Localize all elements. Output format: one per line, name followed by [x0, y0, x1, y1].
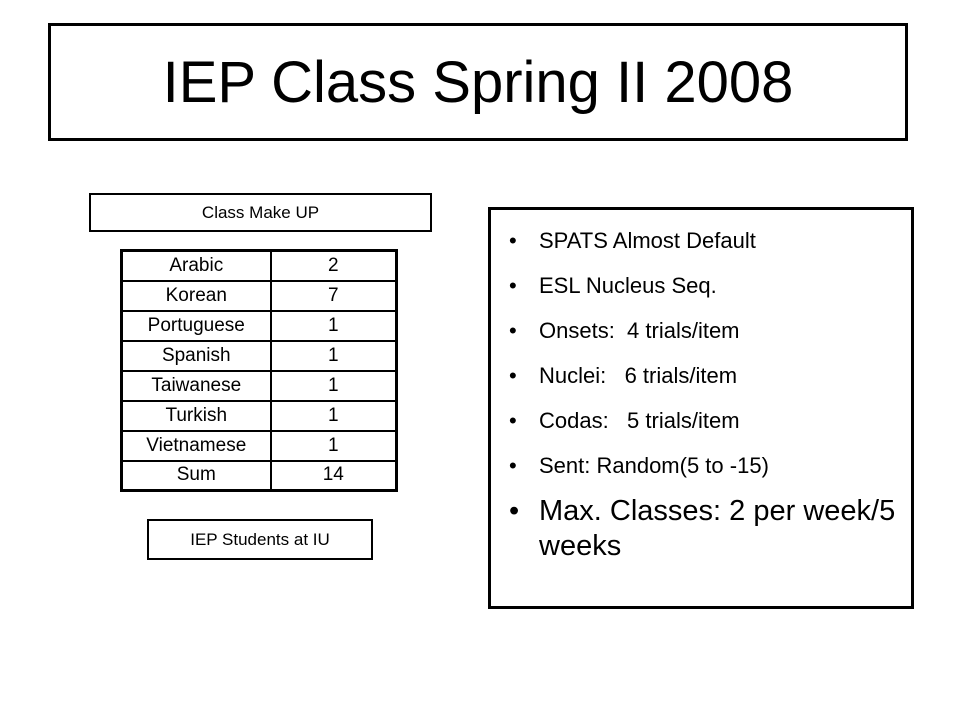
language-cell: Turkish	[122, 401, 271, 431]
sum-row	[122, 461, 397, 491]
list-item	[491, 318, 911, 344]
table-row	[122, 251, 397, 281]
list-item	[491, 494, 911, 564]
table-footer-caption: IEP Students at IU	[147, 519, 373, 560]
class-makeup-caption: Class Make UP	[89, 193, 432, 232]
slide-title: IEP Class Spring II 2008	[162, 49, 794, 115]
table-row	[122, 401, 397, 431]
count-cell: 2	[271, 251, 397, 281]
count-cell: 1	[271, 401, 397, 431]
count-cell: 1	[271, 341, 397, 371]
table-row	[122, 431, 397, 461]
bullet-icon: •	[509, 453, 517, 478]
bullet-icon: •	[509, 495, 520, 527]
language-cell: Korean	[122, 281, 271, 311]
list-item-text: SPATS Almost Default	[539, 228, 756, 253]
bullet-icon: •	[509, 408, 517, 433]
language-cell: Arabic	[122, 251, 271, 281]
count-cell: 1	[271, 311, 397, 341]
language-cell: Spanish	[122, 341, 271, 371]
sum-count-cell: 14	[271, 461, 397, 491]
count-cell: 1	[271, 371, 397, 401]
list-item	[491, 273, 911, 299]
class-makeup-table	[120, 249, 398, 492]
list-item-text: ESL Nucleus Seq.	[539, 273, 717, 298]
language-cell: Taiwanese	[122, 371, 271, 401]
count-cell: 1	[271, 431, 397, 461]
list-item-text: Nuclei: 6 trials/item	[539, 363, 738, 388]
bullet-list-box	[488, 207, 914, 609]
table-row	[122, 281, 397, 311]
sum-label-cell: Sum	[122, 461, 271, 491]
table-row	[122, 311, 397, 341]
list-item	[491, 453, 911, 479]
list-item-text: Codas: 5 trials/item	[539, 408, 740, 433]
language-cell: Vietnamese	[122, 431, 271, 461]
list-item-text: Sent: Random(5 to -15)	[539, 453, 769, 478]
table-row	[122, 341, 397, 371]
bullet-icon: •	[509, 228, 517, 253]
bullet-icon: •	[509, 363, 517, 388]
title-box	[48, 23, 908, 141]
list-item-text: Max. Classes: 2 per week/5 weeks	[539, 495, 896, 562]
list-item	[491, 228, 911, 254]
list-item	[491, 408, 911, 434]
table-row	[122, 371, 397, 401]
list-item	[491, 363, 911, 389]
bullet-icon: •	[509, 273, 517, 298]
language-cell: Portuguese	[122, 311, 271, 341]
list-item-text: Onsets: 4 trials/item	[539, 318, 740, 343]
bullet-list	[491, 210, 911, 564]
count-cell: 7	[271, 281, 397, 311]
bullet-icon: •	[509, 318, 517, 343]
